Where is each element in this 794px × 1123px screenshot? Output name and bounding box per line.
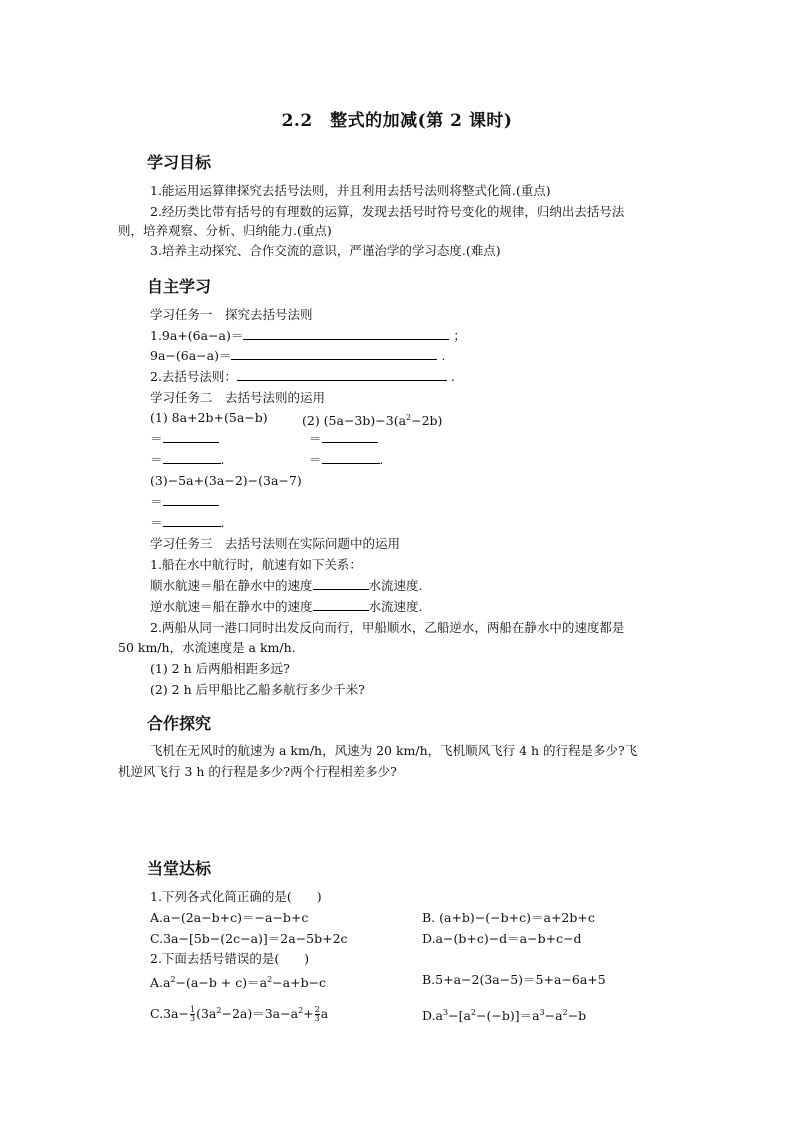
equals-sign: ＝	[309, 431, 322, 446]
text: −2a)＝3a−a	[221, 1006, 299, 1022]
fraction-two-thirds	[315, 1006, 320, 1023]
blank	[163, 430, 219, 443]
text: −a+b−c	[272, 975, 327, 991]
section-heading-goals: 学习目标	[147, 153, 212, 172]
task3-problem2-line1: 2.两船从同一港口同时出发反向而行，甲船顺水，乙船逆水，两船在静水中的速度都是	[150, 620, 625, 635]
water-speed-text: 水流速度.	[368, 599, 423, 614]
text: −(a−b + c)＝a	[175, 975, 268, 991]
goal-3: 3.培养主动探究、合作交流的意识，严谨治学的学习态度.(难点)	[150, 243, 501, 258]
task2-problem2	[302, 409, 442, 430]
exponent: 2	[216, 1006, 222, 1015]
practice-q1-option-b: B. (a+b)−(−b+c)＝a+2b+c	[422, 910, 595, 925]
text: −(−b)]＝a	[476, 1008, 540, 1024]
task2-heading: 学习任务二 去括号法则的运用	[150, 390, 326, 405]
text: −a	[544, 1008, 563, 1024]
exponent: 2	[406, 413, 412, 422]
task3-question2: (2) 2 h 后甲船比乙船多航行多少千米?	[150, 682, 365, 697]
task2-problem2-expr: (2) (5a−3b)−3(a	[302, 413, 407, 429]
section-heading-self-study: 自主学习	[147, 277, 212, 296]
blank	[322, 430, 378, 443]
numerator: 2	[314, 1005, 320, 1015]
task2-answer-line: ＝ .	[309, 452, 384, 467]
denominator: 3	[314, 1014, 320, 1024]
punct: ；	[453, 328, 466, 343]
task1-line1-expr: 1.9a+(6a−a)＝	[150, 328, 244, 343]
task2-answer-line	[309, 430, 378, 448]
task2-problem3: (3)−5a+(3a−2)−(3a−7)	[150, 473, 302, 488]
goal-2-line2: 则，培养观察、分析、归纳能力.(重点)	[118, 223, 332, 238]
practice-question1: 1.下列各式化简正确的是( )	[150, 889, 322, 904]
text: −[a	[448, 1008, 471, 1024]
exponent: 2	[562, 1008, 568, 1017]
blank	[313, 598, 369, 611]
exponent: 2	[470, 1008, 477, 1017]
blank	[163, 514, 221, 527]
equals-sign: ＝	[150, 515, 163, 530]
practice-q2-option-c	[150, 1002, 328, 1023]
blank	[313, 577, 369, 590]
practice-q2-option-b: B.5+a−2(3a−5)＝5+a−6a+5	[422, 972, 606, 987]
task1-line1	[150, 327, 466, 345]
exponent: 2	[298, 1006, 304, 1015]
task3-line2	[150, 577, 423, 595]
task1-rule-label: 2.去括号法则：	[150, 369, 237, 384]
denominator: 3	[189, 1014, 196, 1024]
text: C.3a−	[150, 1006, 189, 1022]
upstream-speed-text: 逆水航速＝船在静水中的速度	[150, 599, 313, 614]
task2-answer-line: ＝ .	[150, 515, 225, 530]
task3-heading: 学习任务三 去括号法则在实际问题中的运用	[150, 536, 401, 551]
practice-q1-option-a: A.a−(2a−b+c)＝−a−b+c	[150, 910, 309, 925]
equals-sign: ＝	[150, 452, 163, 467]
equals-sign: ＝	[150, 431, 163, 446]
task3-line1: 1.船在水中航行时，航速有如下关系：	[150, 557, 362, 572]
text: −b	[567, 1008, 587, 1024]
numerator: 1	[189, 1005, 196, 1015]
text: A.a	[150, 975, 171, 991]
punct: .	[441, 348, 446, 363]
blank	[237, 368, 447, 381]
text: D.a	[422, 1008, 444, 1024]
coop-line1: 飞机在无风时的航速为 a km/h，风速为 20 km/h，飞机顺风飞行 4 h 的行程是多少?飞	[150, 743, 638, 758]
fraction-one-third	[190, 1006, 195, 1023]
task2-answer-line: ＝ .	[150, 452, 225, 467]
task1-line2	[150, 347, 445, 365]
practice-question2: 2.下面去括号错误的是( )	[150, 951, 310, 966]
goal-2-line1: 2.经历类比带有括号的有理数的运算，发现去括号时符号变化的规律，归纳出去括号法	[150, 204, 625, 219]
task2-problem1: (1) 8a+2b+(5a−b)	[150, 410, 268, 425]
exponent: 3	[443, 1008, 449, 1017]
practice-q2-option-a	[150, 971, 326, 992]
text: a	[320, 1006, 329, 1022]
equals-sign: ＝	[150, 494, 163, 509]
exponent: 3	[539, 1008, 545, 1017]
exponent: 2	[267, 975, 273, 984]
downstream-speed-text: 顺水航速＝船在静水中的速度	[150, 578, 313, 593]
text: (3a	[196, 1006, 217, 1022]
coop-line2: 机逆风飞行 3 h 的行程是多少?两个行程相差多少?	[118, 764, 397, 779]
goal-1: 1.能运用运算律探究去括号法则，并且利用去括号法则将整式化简.(重点)	[150, 183, 551, 198]
page-title: 2.2 整式的加减(第 2 课时)	[281, 111, 513, 131]
task3-problem2-line2: 50 km/h，水流速度是 a km/h.	[118, 640, 296, 655]
task2-problem2-tail: −2b)	[411, 413, 443, 429]
blank	[243, 327, 449, 340]
task1-heading: 学习任务一 探究去括号法则	[150, 307, 313, 322]
task3-question1: (1) 2 h 后两船相距多远?	[150, 661, 290, 676]
text: +	[303, 1006, 314, 1022]
blank	[163, 493, 219, 506]
punct: .	[450, 369, 455, 384]
section-heading-practice: 当堂达标	[147, 859, 212, 878]
blank	[163, 451, 221, 464]
task1-line2-expr: 9a−(6a−a)＝	[150, 348, 232, 363]
section-heading-coop: 合作探究	[147, 714, 212, 733]
practice-q1-option-d: D.a−(b+c)−d＝a−b+c−d	[422, 931, 582, 946]
exponent: 2	[170, 975, 176, 984]
blank	[231, 347, 437, 360]
task2-answer-line	[150, 430, 219, 448]
water-speed-text: 水流速度.	[368, 578, 423, 593]
practice-q2-option-d	[422, 1004, 586, 1025]
task2-answer-line	[150, 493, 219, 511]
blank	[322, 451, 380, 464]
task1-line3	[150, 368, 455, 386]
practice-q1-option-c: C.3a−[5b−(2c−a)]＝2a−5b+2c	[150, 931, 348, 946]
task3-line3	[150, 598, 423, 616]
equals-sign: ＝	[309, 452, 322, 467]
